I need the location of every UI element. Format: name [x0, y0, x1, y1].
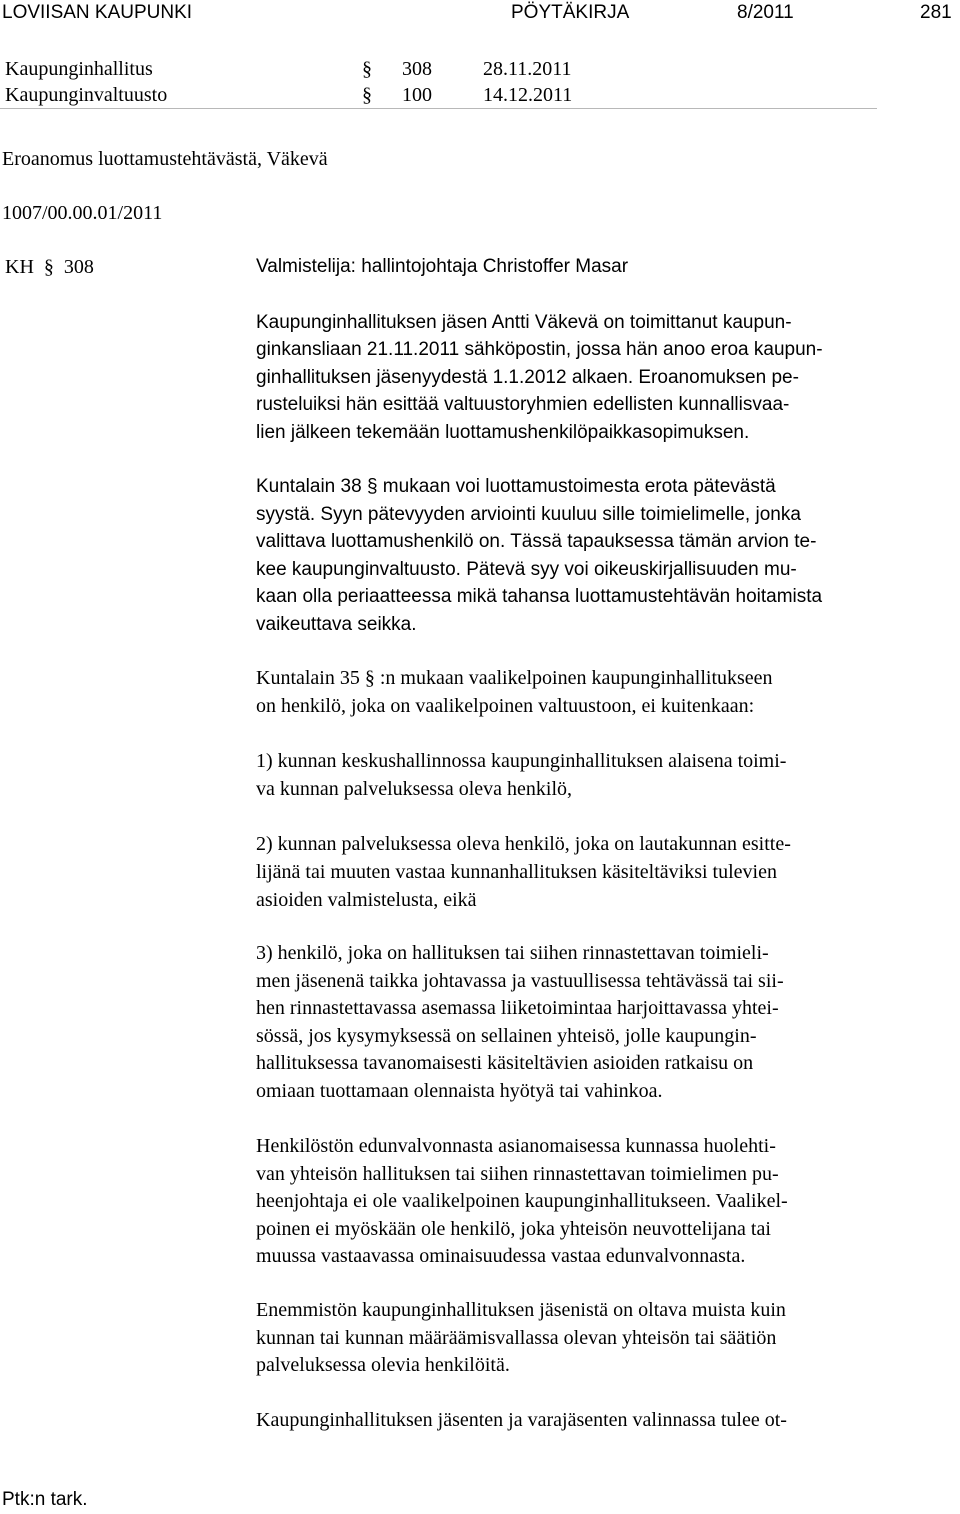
paragraph-edunvalvonta: [256, 1133, 876, 1271]
list-item-3: [256, 940, 876, 1105]
document-type: PÖYTÄKIRJA: [511, 2, 630, 23]
text-line: heenjohtaja ei ole vaalikelpoinen kaupunginhallitukseen. Vaalikel-: [256, 1190, 788, 1212]
text-line: ginkansliaan 21.11.2011 sähköpostin, jossa hän anoo eroa kaupun-: [256, 339, 823, 361]
text-line: sössä, jos kysymyksessä on sellainen yhteisö, jolle kaupungin-: [256, 1024, 757, 1047]
meeting-section-2: 100: [402, 84, 432, 106]
meeting-date-1: 28.11.2011: [483, 58, 572, 80]
paragraph-enemmisto: [256, 1297, 876, 1380]
section-sign-icon: §: [38, 256, 59, 278]
text-segment: :n mukaan vaalikelpoinen kaupunginhallitukseen: [379, 667, 773, 689]
text-line: lien jälkeen tekemään luottamushenkilöpaikkasopimuksen.: [256, 421, 750, 443]
text-line: lijänä tai muuten vastaa kunnanhallituksen käsiteltäviksi tulevien: [256, 861, 777, 883]
text-line: asioiden valmistelusta, eikä: [256, 889, 477, 911]
text-line: ginhallituksen jäsenyydestä 1.1.2012 alkaen. Eroanomuksen pe-: [256, 366, 799, 388]
meeting-section-1: 308: [402, 58, 432, 80]
text-line: on henkilö, joka on vaalikelpoinen valtuustoon, ei kuitenkaan:: [256, 695, 755, 717]
header-divider: [0, 108, 877, 109]
meeting-date-2: 14.12.2011: [483, 84, 573, 106]
text-line: vaikeuttava seikka.: [256, 613, 417, 635]
list-item-2: [256, 830, 876, 914]
text-line: poinen ei myöskään ole henkilö, joka yhteisön neuvottelijana tai: [256, 1217, 771, 1240]
paragraph-kuntalain-35: [256, 664, 876, 720]
text-line: hen rinnastettavassa asemassa liiketoimintaa harjoittavassa yhtei-: [256, 997, 779, 1019]
section-sign-icon: §: [366, 476, 383, 497]
text-line: Kaupunginhallituksen jäsen Antti Väkevä on toimittanut kaupun-: [256, 312, 792, 333]
meeting-body-1: Kaupunginhallitus: [5, 58, 153, 80]
kh-text: KH: [5, 256, 34, 278]
text-line: rusteluiksi hän esittää valtuustoryhmien edellisten kunnallisvaa-: [256, 394, 790, 416]
meeting-body-2: Kaupunginvaltuusto: [5, 84, 168, 106]
text-line: Henkilöstön edunvalvonnasta asianomaisessa kunnassa huolehti-: [256, 1135, 776, 1157]
text-line: [256, 473, 876, 501]
text-line: kee kaupunginvaltuusto. Pätevä syy voi oikeuskirjallisuuden mu-: [256, 558, 797, 580]
paragraph-valinta: [256, 1407, 876, 1435]
text-segment: Kuntalain 38: [256, 476, 362, 497]
city-name: LOVIISAN KAUPUNKI: [2, 2, 193, 23]
section-sign-icon: §: [364, 667, 380, 689]
text-line: palveluksessa olevia henkilöitä.: [256, 1354, 510, 1376]
text-segment: mukaan voi luottamustoimesta erota pätevästä: [382, 476, 776, 497]
text-line: Kaupunginhallituksen jäsenten ja varajäsenten valinnassa tulee ot-: [256, 1409, 787, 1431]
section-sign-icon: §: [362, 84, 372, 106]
text-line: 1) kunnan keskushallinnossa kaupunginhallituksen alaisena toimi-: [256, 750, 787, 772]
section-sign-icon: §: [362, 58, 372, 80]
case-number: 1007/00.00.01/2011: [2, 202, 163, 224]
text-line: 3) henkilö, joka on hallituksen tai siihen rinnastettavan toimieli-: [256, 942, 769, 964]
text-line: Enemmistön kaupunginhallituksen jäsenistä on oltava muista kuin: [256, 1299, 786, 1321]
preparer: Valmistelija: hallintojohtaja Christoffer Masar: [256, 256, 629, 277]
text-line: omiaan tuottamaan olennaista hyötyä tai vahinkoa.: [256, 1079, 663, 1102]
paragraph-kuntalain-38: [256, 473, 876, 639]
footer-checker-label: Ptk:n tark.: [2, 1489, 88, 1510]
text-line: van yhteisön hallituksen tai siihen rinnastettavan toimielimen pu-: [256, 1162, 779, 1185]
text-line: 2) kunnan palveluksessa oleva henkilö, joka on lautakunnan esitte-: [256, 833, 791, 855]
text-line: hallituksessa tavanomaisesti käsiteltävien asioiden ratkaisu on: [256, 1052, 754, 1074]
issue-number: 8/2011: [737, 2, 794, 23]
text-segment: Kuntalain 35: [256, 667, 360, 689]
text-line: muussa vastaavassa ominaisuudessa vastaa edunvalvonnasta.: [256, 1245, 746, 1267]
text-line: men jäsenenä taikka johtavassa ja vastuullisessa tehtävässä tai sii-: [256, 969, 784, 992]
text-line: valittava luottamushenkilö on. Tässä tapauksessa tämän arvion te-: [256, 531, 817, 553]
text-line: kunnan tai kunnan määräämisvallassa olevan yhteisön tai säätiön: [256, 1326, 777, 1349]
page-number: 281: [920, 2, 952, 23]
paragraph-resignation: [256, 309, 876, 446]
kh-section-number: 308: [63, 256, 94, 278]
subject-title: Eroanomus luottamustehtävästä, Väkevä: [2, 148, 328, 170]
text-line: kaan olla periaatteessa mikä tahansa luottamustehtävän hoitamista: [256, 586, 823, 608]
text-line: va kunnan palveluksessa oleva henkilö,: [256, 778, 573, 800]
text-line: syystä. Syyn pätevyyden arviointi kuuluu sille toimielimelle, jonka: [256, 503, 801, 525]
kh-label: [5, 253, 94, 281]
list-item-1: [256, 747, 876, 803]
text-line: [256, 664, 876, 692]
